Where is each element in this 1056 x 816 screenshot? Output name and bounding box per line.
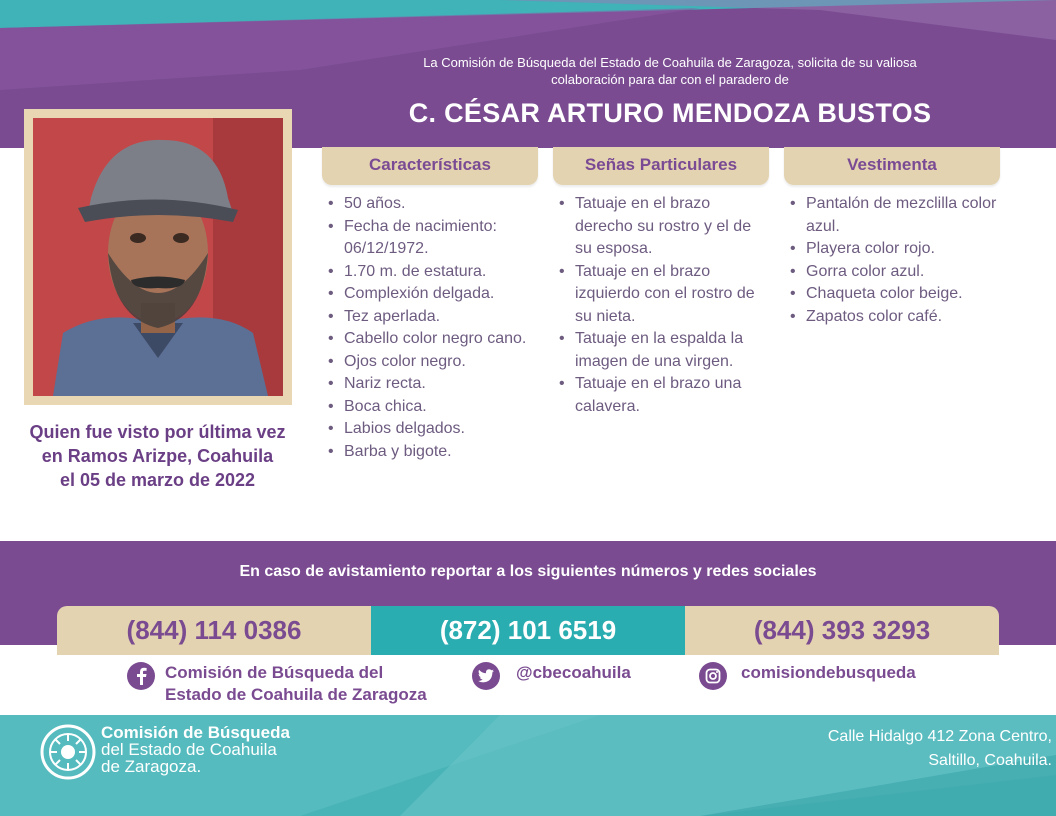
phone-number-3[interactable]: (844) 393 3293 bbox=[685, 606, 999, 655]
list-item: • Nariz recta. bbox=[328, 373, 538, 396]
instagram-handle: comisiondebusqueda bbox=[741, 663, 916, 682]
phone-number-1[interactable]: (844) 114 0386 bbox=[57, 606, 371, 655]
list-item: • Chaqueta color beige. bbox=[790, 283, 1000, 306]
list-item: • Ojos color negro. bbox=[328, 351, 538, 374]
social-instagram[interactable] bbox=[699, 662, 916, 690]
column-title-senas: Señas Particulares bbox=[553, 147, 769, 185]
column-senas bbox=[553, 147, 769, 418]
instagram-icon bbox=[699, 662, 727, 690]
photo-frame bbox=[24, 109, 292, 405]
list-item: • Barba y bigote. bbox=[328, 441, 538, 464]
address-line-1: Calle Hidalgo 412 Zona Centro, bbox=[827, 728, 1052, 745]
footer-address bbox=[828, 725, 1052, 773]
footer-org-name bbox=[101, 724, 290, 775]
column-title-vestimenta: Vestimenta bbox=[784, 147, 1000, 185]
last-seen-line-3: el 05 de marzo de 2022 bbox=[59, 470, 256, 490]
list-item: • Tatuaje en la espalda la imagen de una virgen. bbox=[559, 328, 769, 373]
org-name-line-3: de Zaragoza. bbox=[101, 757, 202, 776]
list-item: • 50 años. bbox=[328, 193, 538, 216]
person-photo bbox=[33, 118, 283, 396]
list-item: • Tatuaje en el brazo derecho su rostro y el de su esposa. bbox=[559, 193, 769, 261]
org-name-line-2: del Estado de Coahuila bbox=[101, 740, 277, 759]
facebook-label-line-2: Estado de Coahuila de Zaragoza bbox=[165, 685, 427, 704]
list-item: • Tatuaje en el brazo una calavera. bbox=[559, 373, 769, 418]
column-vestimenta bbox=[784, 147, 1000, 328]
commission-logo-icon bbox=[40, 724, 96, 780]
list-item: • Zapatos color café. bbox=[790, 306, 1000, 329]
social-facebook[interactable] bbox=[127, 662, 427, 706]
org-name-line-1: Comisión de Búsqueda bbox=[101, 723, 290, 742]
list-item: • Playera color rojo. bbox=[790, 238, 1000, 261]
list-caracteristicas bbox=[322, 193, 538, 463]
intro-text bbox=[340, 54, 1000, 88]
social-twitter[interactable] bbox=[472, 662, 631, 690]
list-item: • Gorra color azul. bbox=[790, 261, 1000, 284]
last-seen-text bbox=[10, 420, 305, 492]
list-item: • Labios delgados. bbox=[328, 418, 538, 441]
report-text: En caso de avistamiento reportar a los siguientes números y redes sociales bbox=[239, 563, 817, 580]
list-vestimenta bbox=[784, 193, 1000, 328]
list-item: • Cabello color negro cano. bbox=[328, 328, 538, 351]
intro-line-1: La Comisión de Búsqueda del Estado de Coahuila de Zaragoza, solicita de su valiosa bbox=[423, 55, 917, 70]
last-seen-line-1: Quien fue visto por última vez bbox=[29, 422, 286, 442]
twitter-handle: @cbecoahuila bbox=[516, 663, 631, 682]
list-item: • Fecha de nacimiento: 06/12/1972. bbox=[328, 216, 538, 261]
list-item: • 1.70 m. de estatura. bbox=[328, 261, 538, 284]
facebook-icon bbox=[127, 662, 155, 690]
phone-number-2[interactable]: (872) 101 6519 bbox=[371, 606, 685, 655]
list-item: • Complexión delgada. bbox=[328, 283, 538, 306]
list-item: • Boca chica. bbox=[328, 396, 538, 419]
column-title-caracteristicas: Características bbox=[322, 147, 538, 185]
phone-numbers bbox=[57, 606, 999, 655]
person-name: C. CÉSAR ARTURO MENDOZA BUSTOS bbox=[408, 98, 932, 128]
column-caracteristicas bbox=[322, 147, 538, 463]
twitter-icon bbox=[472, 662, 500, 690]
list-item: • Tez aperlada. bbox=[328, 306, 538, 329]
list-senas bbox=[553, 193, 769, 418]
list-item: • Tatuaje en el brazo izquierdo con el rostro de su nieta. bbox=[559, 261, 769, 329]
facebook-label-line-1: Comisión de Búsqueda del bbox=[165, 663, 384, 682]
address-line-2: Saltillo, Coahuila. bbox=[928, 752, 1052, 769]
intro-line-2: colaboración para dar con el paradero de bbox=[551, 72, 789, 87]
list-item: • Pantalón de mezclilla color azul. bbox=[790, 193, 1000, 238]
facebook-label bbox=[165, 662, 427, 706]
last-seen-line-2: en Ramos Arizpe, Coahuila bbox=[41, 446, 274, 466]
